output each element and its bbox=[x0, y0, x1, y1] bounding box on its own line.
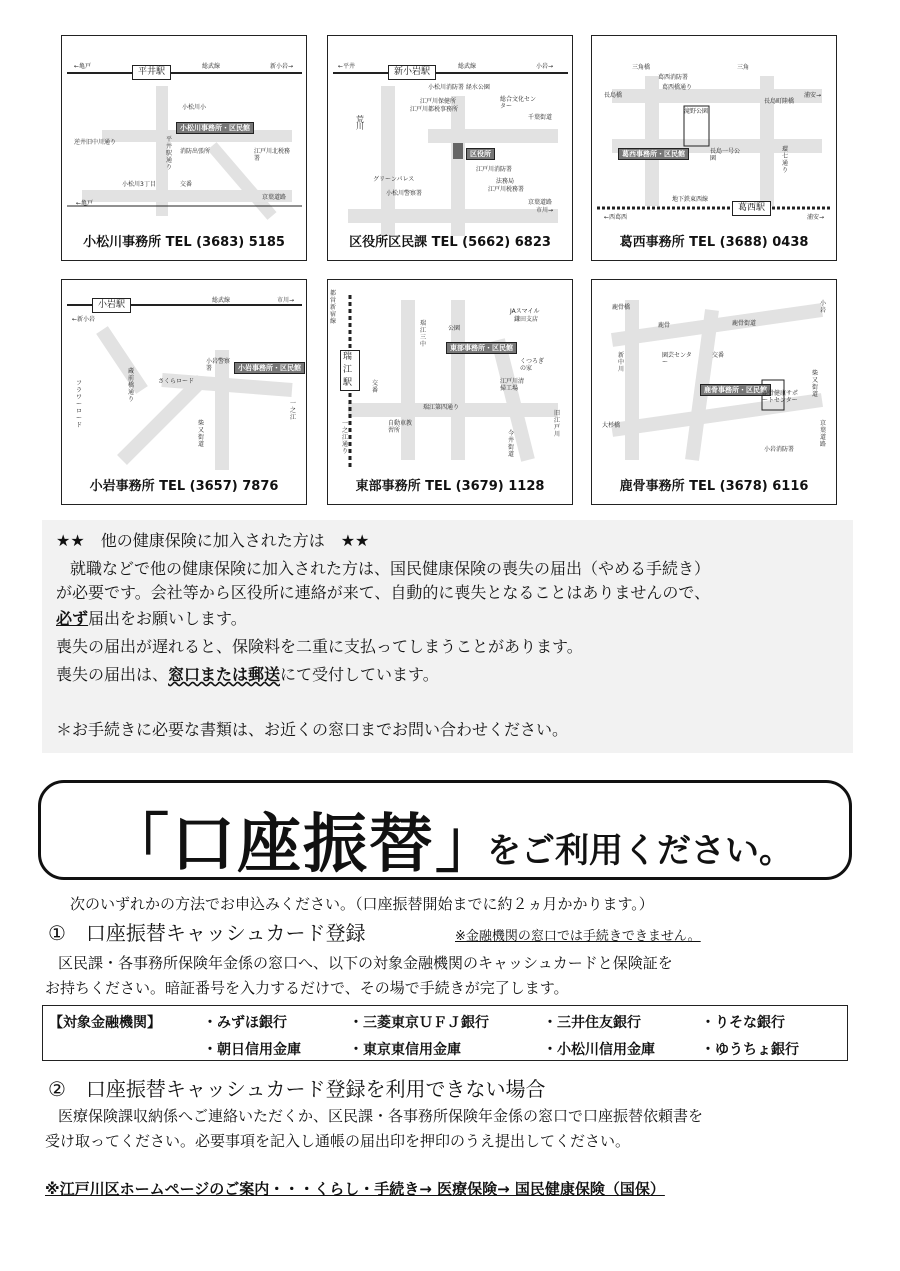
bank-item: ・りそな銀行 bbox=[701, 1015, 785, 1031]
map-label: 鹿骨橋 bbox=[612, 304, 631, 311]
station-label: 新小岩駅 bbox=[388, 65, 436, 80]
line-label: 総武線 bbox=[212, 297, 231, 304]
map-label: 旧江戸川 bbox=[554, 410, 561, 438]
map-shishibone bbox=[591, 279, 837, 505]
map-label: 江戸川消防署 bbox=[476, 166, 513, 173]
map-label: 長島橋 bbox=[604, 92, 623, 99]
map-label: 荒川 bbox=[356, 115, 364, 131]
map-label: 環七通り bbox=[782, 146, 789, 174]
map-label: 公園 bbox=[448, 325, 461, 332]
bank-item: ・三菱東京ＵＦＪ銀行 bbox=[349, 1015, 489, 1031]
map-label: 小松川警察署 bbox=[386, 190, 423, 197]
dir-bottom-left: ←亀戸 bbox=[76, 200, 94, 207]
map-label: 葛西消防署 bbox=[658, 74, 689, 81]
map-label: 長島一号公園 bbox=[710, 148, 741, 162]
map-label: 市川→ bbox=[536, 207, 554, 214]
notice-text: ＊お手続きに必要な書類は、お近くの窓口までお問い合わせください。 bbox=[56, 720, 569, 739]
banner-subtitle: をご利用ください。 bbox=[487, 831, 793, 871]
map-label: 浦安→ bbox=[804, 92, 822, 99]
dir-left: 一之江通り bbox=[342, 420, 349, 455]
office-marker: 小松川事務所・区民館 bbox=[176, 122, 254, 134]
map-label: 自動車教習所 bbox=[388, 420, 413, 434]
office-marker: 東部事務所・区民館 bbox=[446, 342, 517, 354]
notice-text-part: 届出をお願いします。 bbox=[88, 609, 247, 628]
map-label: さくらロード bbox=[158, 378, 195, 385]
emphasis: 窓口または郵送 bbox=[168, 665, 281, 684]
banner-title: 「口座振替」 bbox=[105, 808, 501, 882]
map-label: 小岩警察署 bbox=[206, 358, 231, 372]
emphasis: 必ず bbox=[56, 609, 89, 628]
map-label: 江戸川都税事務所 bbox=[410, 106, 459, 113]
map-komatsugawa bbox=[61, 35, 307, 261]
station-label: 平井駅 bbox=[132, 65, 171, 80]
section2-body: 医療保険課収納係へご連絡いただくか、区民課・各事務所保険年金係の窓口で口座振替依頼書を bbox=[58, 1107, 704, 1125]
homepage-link[interactable]: ※江戸川区ホームページのご案内・・・くらし・手続き→ 医療保険→ 国民健康保険（国保） bbox=[45, 1180, 665, 1198]
notice-text: 喪失の届出が遅れると、保険料を二重に支払ってしまうことがあります。 bbox=[56, 637, 583, 656]
map-label: 交番 bbox=[712, 352, 725, 359]
map-label: 滝野公園 bbox=[684, 108, 709, 115]
map-label: 葛西橋通り bbox=[662, 84, 693, 91]
map-label: 小岩消防署 bbox=[764, 446, 795, 453]
map-label: 江戸川税務署 bbox=[488, 186, 525, 193]
station-label: 小岩駅 bbox=[92, 298, 131, 313]
map-label: 京葉道路 bbox=[820, 420, 827, 448]
bank-list bbox=[42, 1005, 848, 1061]
office-tel: 葛西事務所 TEL (3688) 0438 bbox=[619, 235, 809, 250]
line-label: 総武線 bbox=[458, 63, 477, 70]
notice-text-part: にて受付しています。 bbox=[280, 665, 439, 684]
station-label: 葛西駅 bbox=[732, 201, 771, 216]
dir-left: ←平井 bbox=[338, 63, 356, 70]
office-tel: 小岩事務所 TEL (3657) 7876 bbox=[89, 479, 279, 494]
bank-list-label: 【対象金融機関】 bbox=[49, 1015, 161, 1031]
office-marker: 区役所 bbox=[466, 148, 495, 160]
map-label: 鹿骨街道 bbox=[732, 320, 757, 327]
bank-item: ・みずほ銀行 bbox=[203, 1015, 287, 1031]
section1-title: ① 口座振替キャッシュカード登録 bbox=[48, 921, 366, 945]
map-label: 三角 bbox=[737, 64, 750, 71]
map-label: くつろぎの家 bbox=[520, 358, 545, 372]
map-label: 京葉道路 bbox=[528, 199, 553, 206]
map-label: 瑞江第四通り bbox=[423, 404, 460, 411]
office-marker: 小岩事務所・区民館 bbox=[234, 362, 305, 374]
map-label: 新中川 bbox=[618, 352, 625, 373]
map-label: 逆井旧中川通り bbox=[74, 139, 117, 146]
map-label: 園芸センター bbox=[662, 352, 692, 366]
map-label: 瑞江三中 bbox=[420, 320, 427, 348]
line-label: 総武線 bbox=[202, 63, 221, 70]
notice-box bbox=[42, 520, 853, 753]
dir-right: 新小岩→ bbox=[270, 63, 294, 70]
map-koiwa bbox=[61, 279, 307, 505]
map-label: 大杉橋 bbox=[602, 422, 621, 429]
map-roads bbox=[62, 280, 307, 505]
office-tel: 東部事務所 TEL (3679) 1128 bbox=[355, 479, 545, 494]
map-label: グリーンパレス bbox=[373, 176, 415, 183]
map-label: 法務局 bbox=[496, 178, 515, 185]
map-label: 蔵前橋通り bbox=[128, 368, 135, 403]
map-tobu bbox=[327, 279, 573, 505]
office-marker: 鹿骨事務所・区民館 bbox=[700, 384, 771, 396]
map-label: 三角橋 bbox=[632, 64, 651, 71]
map-label: 今井街道 bbox=[508, 430, 515, 458]
office-tel: 区役所区民課 TEL (5662) 6823 bbox=[349, 235, 551, 250]
bottom-road: 京葉道路 bbox=[262, 194, 287, 201]
notice-text-part: 喪失の届出は、 bbox=[56, 665, 169, 684]
map-label: 長島町陸橋 bbox=[764, 98, 795, 105]
map-label: 鹿骨 bbox=[658, 322, 671, 329]
dir-left: ←西葛西 bbox=[604, 214, 628, 221]
section1-body: 区民課・各事務所保険年金係の窓口へ、以下の対象金融機関のキャッシュカードと保険証を bbox=[58, 954, 673, 972]
map-label: 交番 bbox=[180, 181, 193, 188]
map-kasai bbox=[591, 35, 837, 261]
notice-text: が必要です。会社等から区役所に連絡が来て、自動的に喪失となることはありませんので、 bbox=[56, 583, 711, 602]
section2-body: 受け取ってください。必要事項を記入し通帳の届出印を押印のうえ提出してください。 bbox=[45, 1132, 631, 1150]
map-label: 一之江 bbox=[290, 400, 297, 421]
bank-item: ・三井住友銀行 bbox=[543, 1015, 641, 1031]
section1-note: ※金融機関の窓口では手続きできません。 bbox=[455, 929, 701, 944]
map-label: 鎌田支店 bbox=[514, 316, 539, 323]
dir-right: 小岩→ bbox=[536, 63, 554, 70]
map-label: 柴又街道 bbox=[198, 420, 205, 448]
intro-text: 次のいずれかの方法でお申込みください。（口座振替開始までに約２ヵ月かかります。） bbox=[70, 895, 654, 913]
bank-item: ・東京東信用金庫 bbox=[349, 1042, 461, 1058]
map-label: 柴又街道 bbox=[812, 370, 819, 398]
map-label: 江戸川保健所 bbox=[420, 98, 457, 105]
map-label: 鹿骨健康サポートセンター bbox=[762, 390, 799, 404]
map-label: 消防出張所 bbox=[180, 148, 211, 155]
map-label: 小松川3丁目 bbox=[122, 181, 156, 188]
office-marker: 葛西事務所・区民館 bbox=[618, 148, 689, 160]
line-label: 地下鉄東西線 bbox=[672, 196, 709, 203]
map-kuyakusho bbox=[327, 35, 573, 261]
map-label: フラワーロード bbox=[76, 380, 83, 429]
dir-right: 市川→ bbox=[277, 297, 295, 304]
dir-left: ←新小岩 bbox=[72, 316, 96, 323]
map-label: 千葉街道 bbox=[528, 114, 553, 121]
notice-heading: ★★ 他の健康保険に加入された方は ★★ bbox=[56, 531, 370, 550]
map-label: 交番 bbox=[372, 380, 379, 394]
map-label: 江戸川清掃工場 bbox=[500, 378, 525, 392]
map-label: 総合文化センター bbox=[500, 96, 537, 110]
line-label: 都営新宿線 bbox=[330, 290, 337, 325]
station-label: 瑞江駅 bbox=[340, 350, 360, 391]
map-label: 小松川消防署 経水公園 bbox=[428, 84, 490, 91]
dir-left: ←亀戸 bbox=[74, 63, 92, 70]
map-label: 平井駅通り bbox=[166, 136, 173, 171]
office-tel: 小松川事務所 TEL (3683) 5185 bbox=[83, 235, 285, 250]
notice-text bbox=[56, 664, 439, 686]
bank-item: ・ゆうちょ銀行 bbox=[701, 1042, 799, 1058]
bank-item: ・朝日信用金庫 bbox=[203, 1042, 301, 1058]
notice-text bbox=[56, 608, 247, 630]
map-label: 小岩 bbox=[820, 300, 827, 314]
map-label: JAスマイル bbox=[510, 308, 540, 315]
map-label: 小松川小 bbox=[182, 104, 207, 111]
notice-text: 就職などで他の健康保険に加入された方は、国民健康保険の喪失の届出（やめる手続き） bbox=[70, 559, 711, 578]
section2-title: ② 口座振替キャッシュカード登録を利用できない場合 bbox=[48, 1077, 546, 1101]
banner bbox=[38, 780, 852, 880]
section1-body: お持ちください。暗証番号を入力するだけで、その場で手続きが完了します。 bbox=[45, 979, 569, 997]
dir-right: 浦安→ bbox=[807, 214, 825, 221]
bank-item: ・小松川信用金庫 bbox=[543, 1042, 655, 1058]
map-label: 江戸川北税務署 bbox=[254, 148, 291, 162]
office-tel: 鹿骨事務所 TEL (3678) 6116 bbox=[619, 479, 809, 494]
